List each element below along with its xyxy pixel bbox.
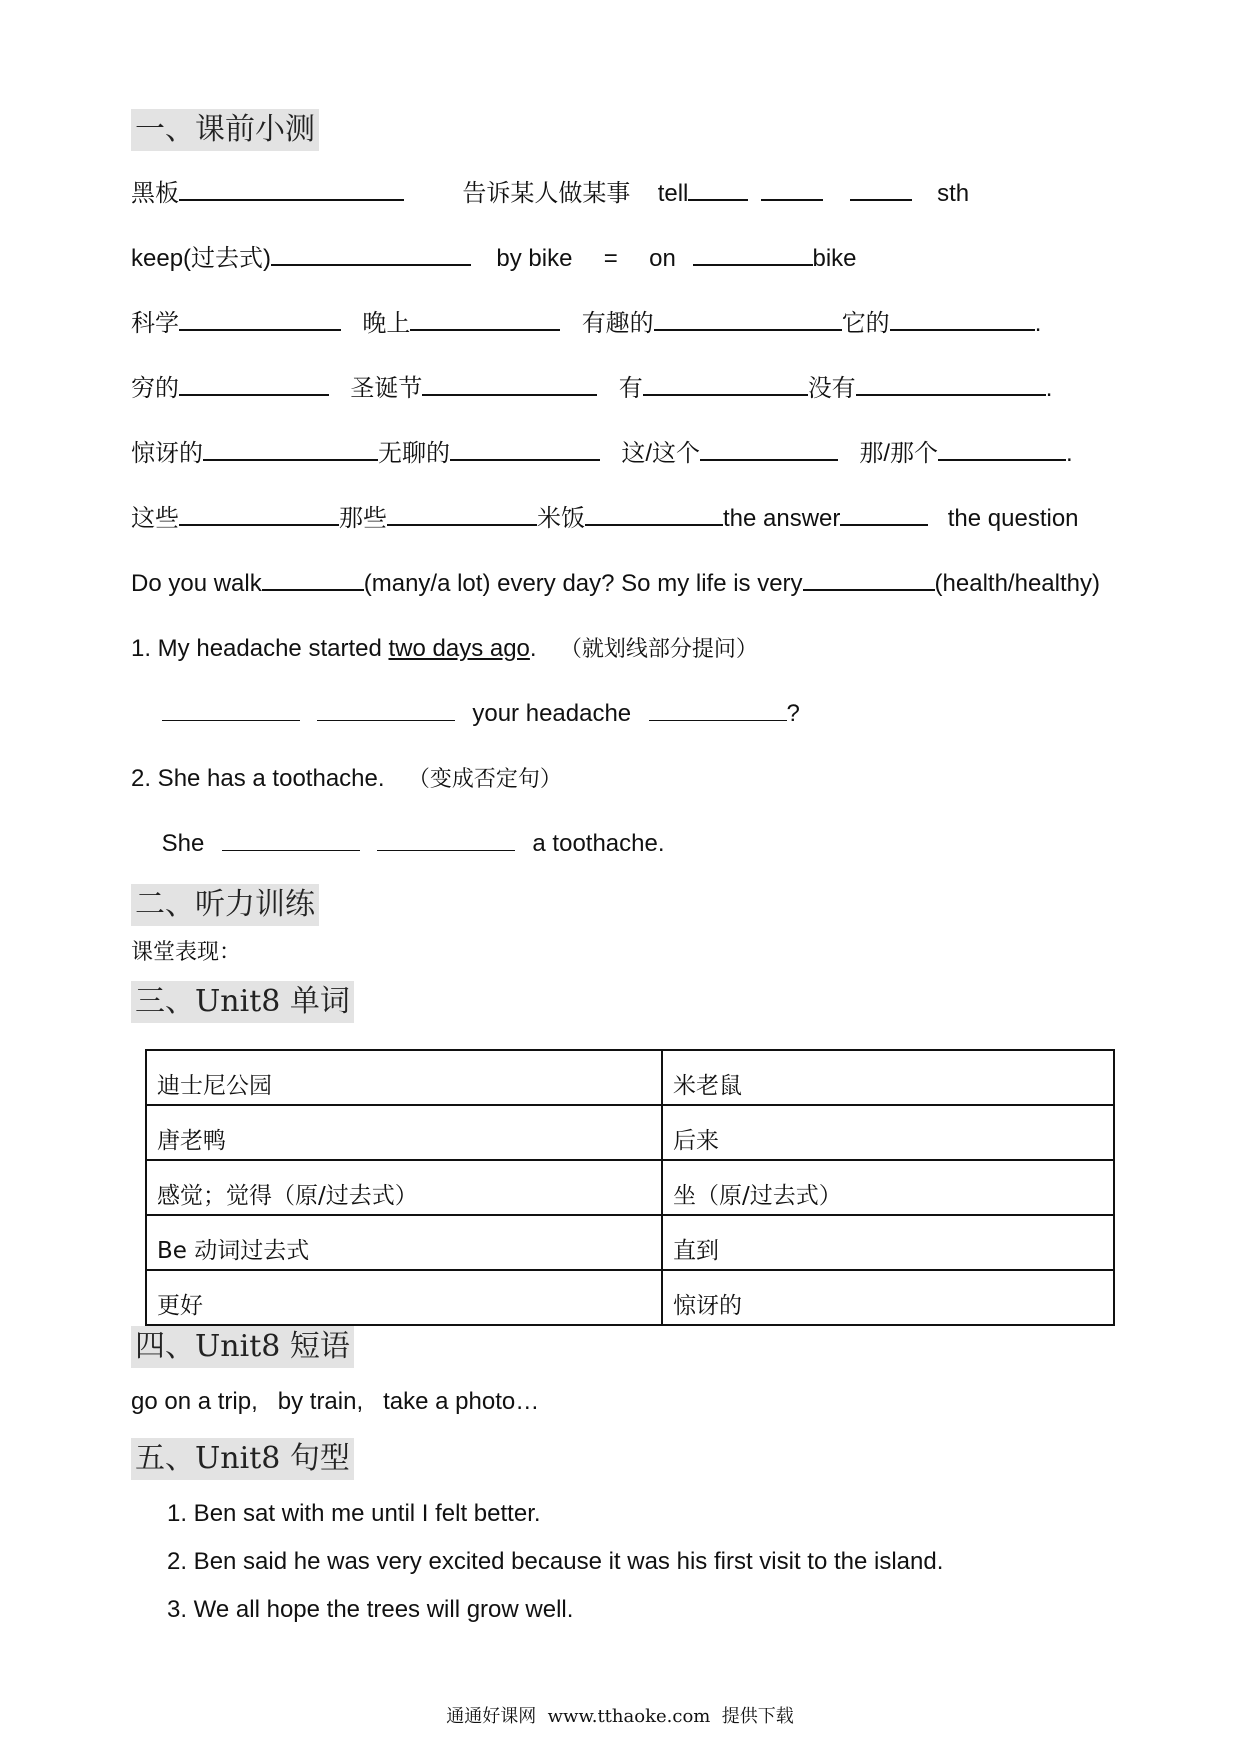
- answer-2: [131, 824, 665, 864]
- label-its: 它的: [841, 310, 890, 337]
- blank[interactable]: [890, 307, 1035, 331]
- vocab-table: [145, 1049, 1115, 1326]
- table-row: [146, 1160, 1114, 1215]
- text-a-toothache: a toothache.: [532, 830, 665, 857]
- answer-1: [131, 694, 800, 734]
- label-blackboard: 黑板: [131, 180, 179, 207]
- label-poor: 穷的: [131, 375, 179, 402]
- blank[interactable]: [840, 502, 928, 526]
- period: .: [529, 635, 537, 662]
- period: .: [1034, 310, 1042, 337]
- section-heading-1: 一、课前小测: [131, 109, 319, 151]
- blank[interactable]: [377, 828, 515, 851]
- section-heading-2: 二、听力训练: [131, 884, 319, 926]
- label-on: on: [649, 245, 676, 272]
- table-row: [146, 1215, 1114, 1270]
- label-tell-sb: 告诉某人做某事: [462, 180, 631, 207]
- blank[interactable]: [700, 437, 838, 461]
- label-science: 科学: [131, 310, 179, 337]
- quiz-row-1: [131, 174, 969, 214]
- text-do-you-walk: Do you walk: [131, 570, 262, 597]
- period: .: [1045, 375, 1053, 402]
- label-by-bike: by bike: [496, 245, 573, 272]
- text-many-a-lot: (many/a lot) every day? So my life is very: [363, 570, 803, 597]
- class-performance-label: 课堂表现：: [131, 940, 242, 965]
- table-cell[interactable]: 惊讶的: [662, 1270, 1114, 1325]
- label-the-question: the question: [947, 505, 1079, 532]
- table-cell[interactable]: 直到: [662, 1215, 1114, 1270]
- table-cell[interactable]: 更好: [146, 1270, 662, 1325]
- blank[interactable]: [179, 502, 339, 526]
- blank[interactable]: [850, 177, 912, 201]
- section-heading-4: 四、Unit8 短语: [131, 1326, 354, 1368]
- quiz-row-7: [131, 564, 1100, 604]
- label-tell: tell: [657, 180, 689, 207]
- label-evening: 晚上: [362, 310, 411, 337]
- blank[interactable]: [938, 437, 1066, 461]
- label-have: 有: [618, 375, 643, 402]
- question-2-text: 2. She has a toothache.: [131, 765, 385, 792]
- label-this: 这/这个: [621, 440, 701, 467]
- underlined-phrase: two days ago: [388, 635, 530, 662]
- period: .: [1066, 440, 1073, 467]
- blank[interactable]: [317, 698, 455, 721]
- label-surprised: 惊讶的: [131, 440, 203, 467]
- blank[interactable]: [585, 502, 723, 526]
- label-the-answer: the answer: [723, 505, 841, 532]
- label-rice: 米饭: [537, 505, 585, 532]
- text-your-headache: your headache: [472, 700, 632, 727]
- text-health: (health/healthy): [934, 570, 1100, 597]
- blank[interactable]: [410, 307, 560, 331]
- blank[interactable]: [179, 307, 341, 331]
- label-equals: =: [603, 245, 618, 272]
- section-heading-5: 五、Unit8 句型: [131, 1438, 354, 1480]
- blank[interactable]: [649, 698, 787, 721]
- table-row: [146, 1050, 1114, 1105]
- blank[interactable]: [856, 372, 1046, 396]
- question-1-instruction: （就划线部分提问）: [559, 637, 758, 662]
- label-not-have: 没有: [807, 375, 856, 402]
- blank[interactable]: [761, 177, 823, 201]
- table-cell[interactable]: 后来: [662, 1105, 1114, 1160]
- blank[interactable]: [271, 242, 471, 266]
- blank[interactable]: [162, 698, 300, 721]
- sentence-1: 1. Ben sat with me until I felt better.: [167, 1500, 541, 1527]
- blank[interactable]: [222, 828, 360, 851]
- label-bored: 无聊的: [378, 440, 450, 467]
- sentence-2: 2. Ben said he was very excited because it was his first visit to the island.: [167, 1548, 944, 1575]
- quiz-row-3: [131, 304, 1041, 344]
- table-cell[interactable]: 米老鼠: [662, 1050, 1114, 1105]
- blank[interactable]: [387, 502, 537, 526]
- label-christmas: 圣诞节: [350, 375, 423, 402]
- footer-text: 通通好课网 www.tthaoke.com 提供下载: [446, 1706, 794, 1727]
- label-those: 那些: [339, 505, 387, 532]
- blank[interactable]: [422, 372, 597, 396]
- label-interesting: 有趣的: [581, 310, 654, 337]
- quiz-row-4: [131, 369, 1052, 409]
- phrases-line: go on a trip, by train, take a photo…: [131, 1388, 540, 1415]
- blank[interactable]: [179, 372, 329, 396]
- table-cell[interactable]: 感觉；觉得（原/过去式）: [146, 1160, 662, 1215]
- text-she: She: [161, 830, 205, 857]
- blank[interactable]: [203, 437, 378, 461]
- sentence-3: 3. We all hope the trees will grow well.: [167, 1596, 574, 1623]
- table-cell[interactable]: 坐（原/过去式）: [662, 1160, 1114, 1215]
- question-2-instruction: （变成否定句）: [407, 767, 562, 792]
- quiz-row-5: [131, 434, 1073, 474]
- question-2: [131, 759, 562, 799]
- question-mark: ?: [786, 700, 800, 727]
- label-bike: bike: [812, 245, 857, 272]
- question-1-text: 1. My headache started: [131, 635, 389, 662]
- table-cell[interactable]: Be 动词过去式: [146, 1215, 662, 1270]
- label-that: 那/那个: [859, 440, 939, 467]
- blank[interactable]: [450, 437, 600, 461]
- table-row: [146, 1270, 1114, 1325]
- label-sth: sth: [937, 180, 970, 207]
- quiz-row-2: [131, 239, 857, 279]
- blank[interactable]: [643, 372, 808, 396]
- question-1: [131, 629, 758, 669]
- label-these: 这些: [131, 505, 179, 532]
- table-cell[interactable]: 唐老鸭: [146, 1105, 662, 1160]
- blank[interactable]: [654, 307, 842, 331]
- section-heading-3: 三、Unit8 单词: [131, 981, 354, 1023]
- blank[interactable]: [693, 242, 813, 266]
- table-row: [146, 1105, 1114, 1160]
- blank[interactable]: [262, 567, 364, 591]
- blank[interactable]: [803, 567, 935, 591]
- table-cell[interactable]: 迪士尼公园: [146, 1050, 662, 1105]
- blank[interactable]: [179, 177, 404, 201]
- quiz-row-6: [131, 499, 1079, 539]
- blank[interactable]: [688, 177, 748, 201]
- label-keep: keep(过去式): [131, 245, 272, 272]
